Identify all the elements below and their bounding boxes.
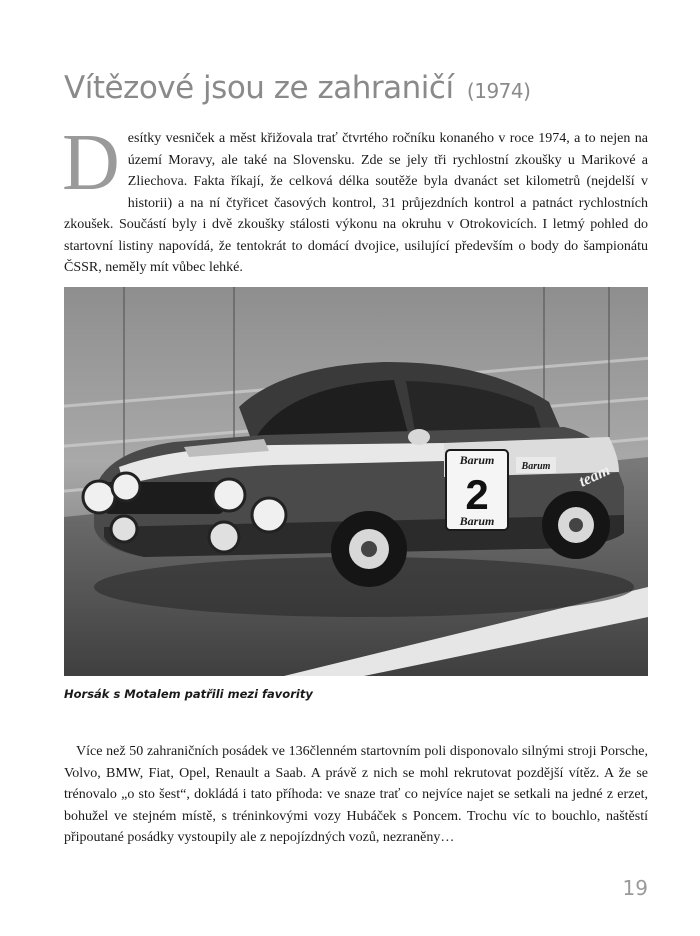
car-number: 2 [465, 471, 489, 518]
headlight-icon [252, 498, 286, 532]
chapter-title-text: Vítězové jsou ze zahraničí [64, 70, 454, 106]
intro-paragraph [62, 119, 648, 279]
plate-sponsor-bottom: Barum [459, 514, 495, 528]
headlight-icon [213, 479, 245, 511]
intro-text: esítky vesniček a měst křižovala trať čtvrtého ročníku konaného v roce 1974, a to nejen na území Moravy, ale také na Slovensku. Zde se jely tři rychlostní zkoušky u Marikové a Zliechova. Fakta říkají, že celková délka soutěže byla dvanáct set kilometrů (nejdelší v historii) a na ní čtyřicet časových kontrol, 31 průjezdních kontrol a patnáct rychlostních zkoušek. Součástí byly i dvě zkoušky stálosti výkonu na okruhu v Otrokovicích. I letmý pohled do startovní listiny napovídá, že tentokrát to domácí dvojice, usilující především o body do šampionátu ČSSR, neměly mít vůbec lehké. [64, 131, 648, 275]
rear-decal: team [576, 461, 613, 491]
chapter-year: (1974) [466, 79, 531, 103]
rally-car-photo [64, 287, 648, 676]
drop-cap: D [62, 119, 120, 207]
plate-sponsor-top: Barum [459, 453, 495, 467]
chapter-title [64, 70, 530, 106]
rally-car-illustration [64, 287, 648, 676]
side-sponsor: Barum [521, 461, 551, 472]
page-number: 19 [622, 876, 648, 900]
headlight-icon [112, 473, 140, 501]
headlight-icon [83, 481, 115, 513]
photo-caption: Horsák s Motalem patřili mezi favority [64, 687, 313, 701]
body-paragraph: Více než 50 zahraničních posádek ve 136členném startovním poli disponovalo silnými stroji Porsche, Volvo, BMW, Fiat, Opel, Renault a Saab. A právě z nich se mohl rekrutovat pozdější vítěz. A že se trénovalo „o sto šest“, dokládá i tato příhoda: ve snaze trať co nejvíce najet se setkali na jedné z erzet, bohužel ve stejném místě, s tréninkovými vozy Hubáček s Poncem. Trochu víc to bouchlo, naštěstí připoutané posádky vystoupily ale z nepojízdných vozů, nezraněny… [64, 744, 648, 845]
